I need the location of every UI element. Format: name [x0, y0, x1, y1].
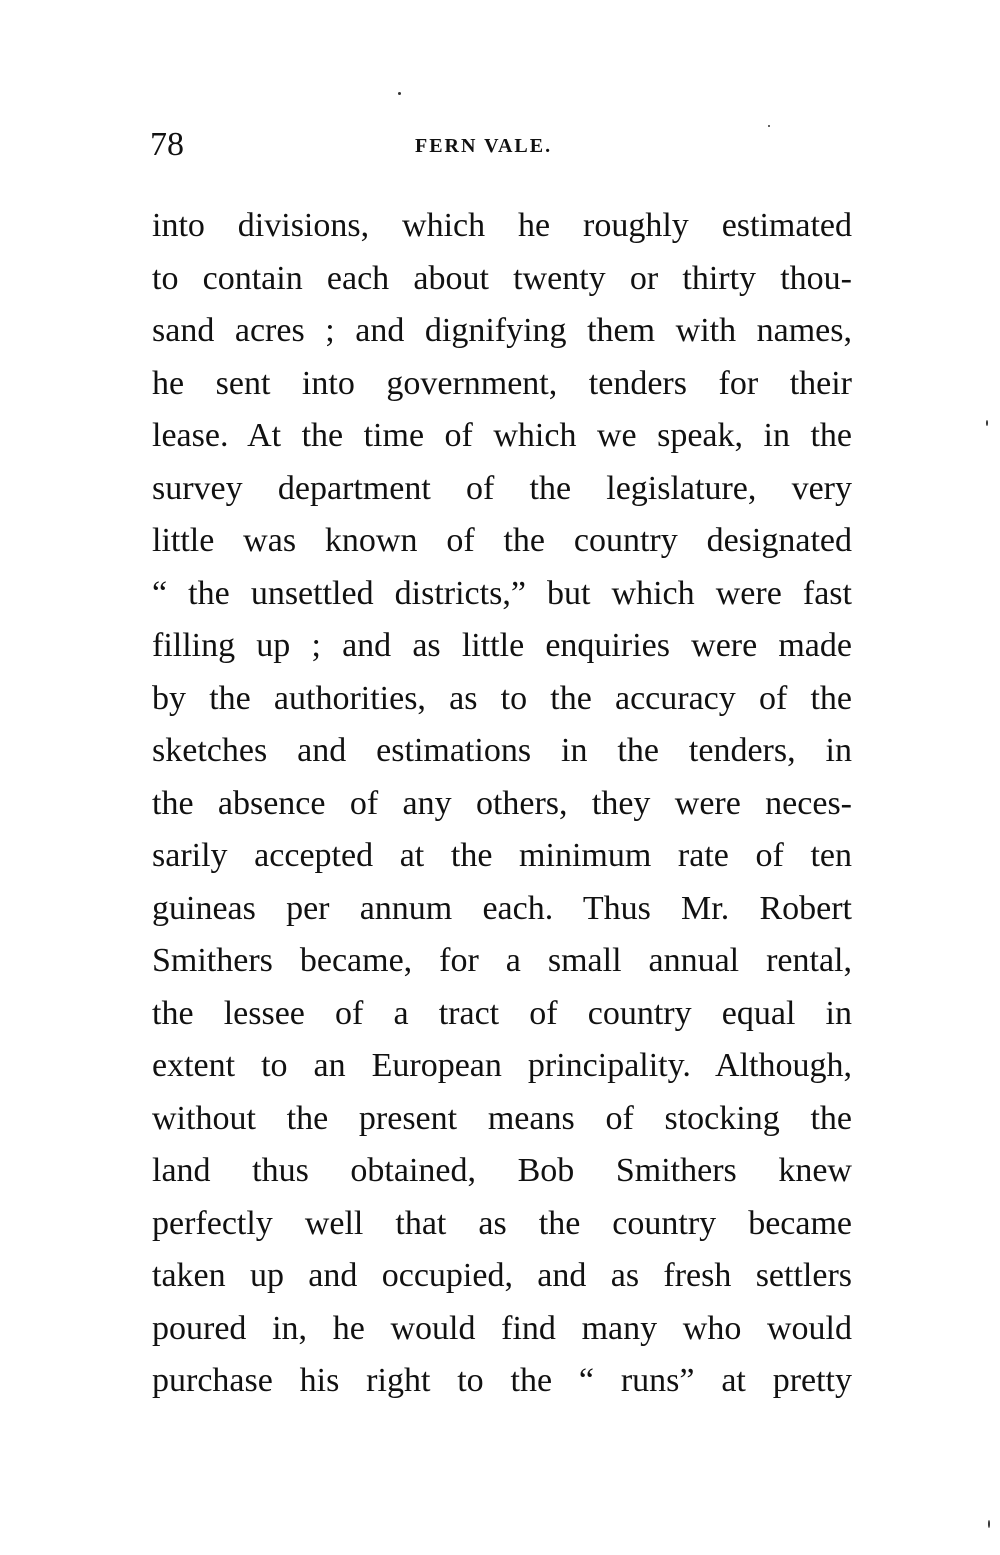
text-line: survey department of the legislature, very [152, 469, 852, 507]
text-line: land thus obtained, Bob Smithers knew [152, 1152, 852, 1189]
text-line: without the present means of stocking the [152, 1099, 852, 1137]
text-line: lease. At the time of which we speak, in the [152, 417, 852, 454]
text-line: purchase his right to the “ runs” at pretty [152, 1362, 852, 1399]
text-line: sarily accepted at the minimum rate of ten [152, 837, 852, 874]
text-line: sand acres ; and dignifying them with names, [152, 312, 852, 349]
text-line: guineas per annum each. Thus Mr. Robert [152, 889, 852, 927]
text-line: into divisions, which he roughly estimated [152, 207, 852, 244]
page-number: 78 [150, 126, 184, 163]
text-line: he sent into government, tenders for their [152, 364, 852, 402]
text-line: sketches and estimations in the tenders, in [152, 732, 852, 769]
text-line: to contain each about twenty or thirty thou- [152, 259, 852, 297]
text-line: Smithers became, for a small annual rental, [152, 942, 852, 979]
scan-speck [768, 125, 770, 127]
running-title: FERN VALE. [415, 135, 553, 157]
scan-speck [986, 420, 988, 426]
text-line: filling up ; and as little enquiries were made [152, 627, 852, 664]
body-text [152, 200, 852, 1408]
text-line: little was known of the country designated [152, 522, 852, 559]
page-header [150, 125, 850, 165]
text-line: the lessee of a tract of country equal in [152, 994, 852, 1032]
text-line: extent to an European principality. Although, [152, 1047, 852, 1084]
text-line: by the authorities, as to the accuracy of the [152, 679, 852, 717]
text-line: “ the unsettled districts,” but which were fast [152, 574, 852, 612]
text-line: taken up and occupied, and as fresh settlers [152, 1257, 852, 1294]
text-line: poured in, he would find many who would [152, 1309, 852, 1347]
text-line: perfectly well that as the country became [152, 1204, 852, 1242]
text-line: the absence of any others, they were neces- [152, 784, 852, 822]
scan-speck [988, 1520, 990, 1528]
scan-speck [398, 92, 401, 95]
